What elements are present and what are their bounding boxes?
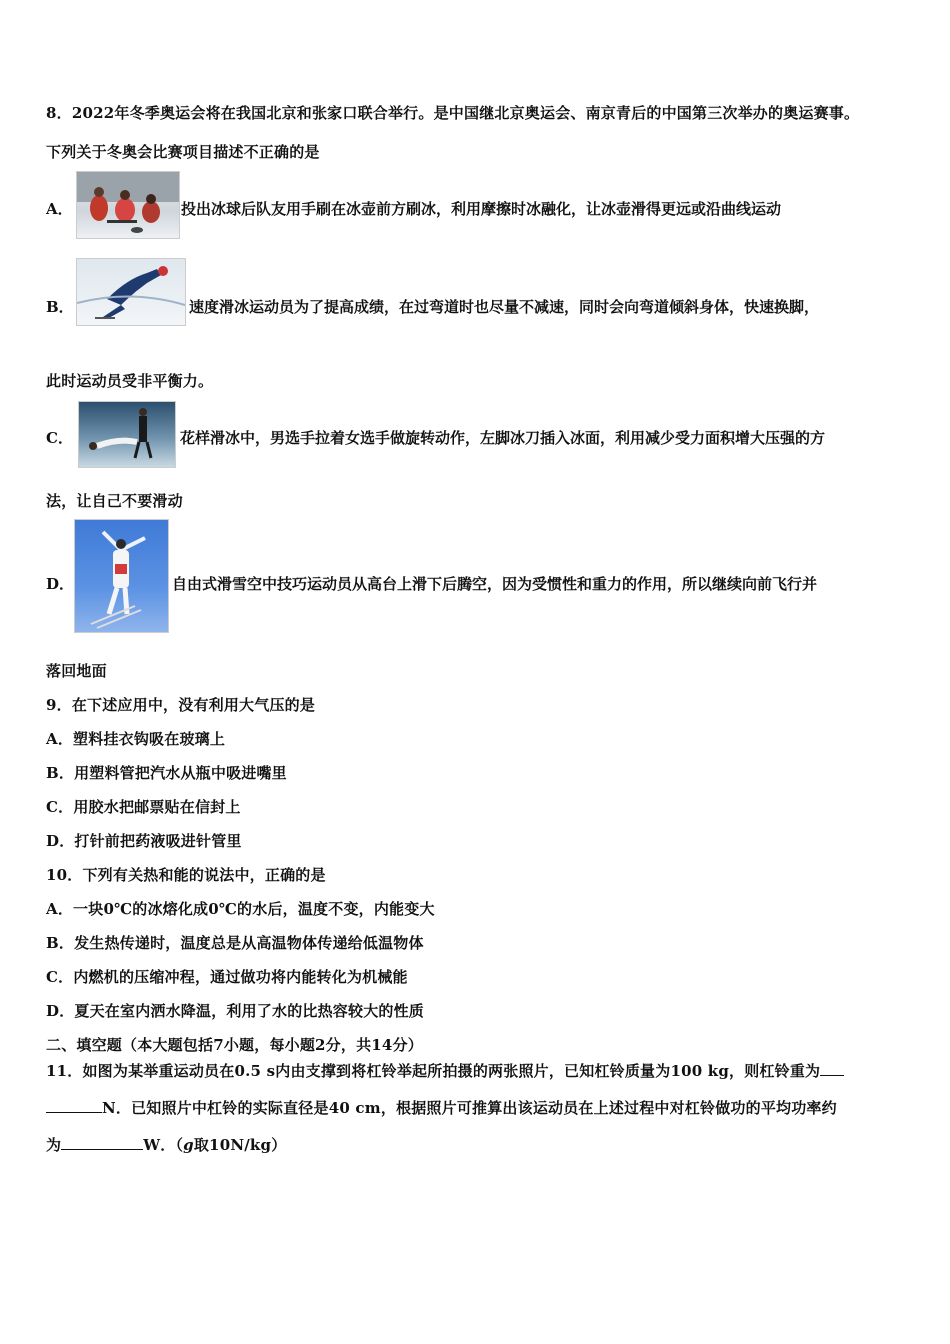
figure-skating-photo xyxy=(78,401,176,468)
q8-option-b-text: 速度滑冰运动员为了提高成绩，在过弯道时也尽量不减速，同时会向弯道倾斜身体，快速换脚， xyxy=(189,298,820,316)
q11-line2-text: N．已知照片中杠铃的实际直径是40 cm，根据照片可推算出该运动员在上述过程中对杠铃做功的平均功率约 xyxy=(102,1099,837,1117)
q10-option-d: D．夏天在室内洒水降温，利用了水的比热容较大的性质 xyxy=(46,1002,425,1020)
q9-option-c: C．用胶水把邮票贴在信封上 xyxy=(46,798,241,816)
speed-skating-photo xyxy=(76,258,186,326)
q11-blank-power[interactable] xyxy=(61,1135,143,1150)
q11-line2 xyxy=(46,1097,837,1118)
q8-option-c-label: C． xyxy=(46,429,73,447)
q8-option-b-label: B． xyxy=(46,298,74,316)
q8-option-a-text: 投出冰球后队友用手刷在冰壶前方刷冰，利用摩擦时冰融化，让冰壶滑得更远或沿曲线运动 xyxy=(181,200,782,218)
q9-option-b: B．用塑料管把汽水从瓶中吸进嘴里 xyxy=(46,764,287,782)
q9-option-a: A．塑料挂衣钩吸在玻璃上 xyxy=(46,730,226,748)
q11-blank-weight-part2[interactable] xyxy=(46,1098,102,1113)
q10-option-b: B．发生热传递时，温度总是从高温物体传递给低温物体 xyxy=(46,934,424,952)
q11-line1 xyxy=(46,1060,844,1081)
q8-option-d-text: 自由式滑雪空中技巧运动员从高台上滑下后腾空，因为受惯性和重力的作用，所以继续向前飞行并 xyxy=(172,575,818,593)
q8-stem-line1: 8．2022年冬季奥运会将在我国北京和张家口联合举行。是中国继北京奥运会、南京青后的中国第三次举办的奥运赛事。 xyxy=(46,104,860,122)
q11-line3-pre: 为 xyxy=(46,1136,62,1154)
aerial-skiing-photo xyxy=(74,519,169,633)
q9-option-d: D．打针前把药液吸进针管里 xyxy=(46,832,242,850)
q10-stem: 10．下列有关热和能的说法中，正确的是 xyxy=(46,866,326,884)
q11-blank-weight-part1[interactable] xyxy=(820,1061,844,1076)
q9-stem: 9．在下述应用中，没有利用大气压的是 xyxy=(46,696,316,714)
curling-photo xyxy=(76,171,180,239)
q8-option-c-text: 花样滑冰中，男选手拉着女选手做旋转动作，左脚冰刀插入冰面，利用减少受力面积增大压强的方 xyxy=(180,429,826,447)
q8-option-d-cont: 落回地面 xyxy=(46,662,107,680)
speed-skater-image xyxy=(77,259,185,325)
q11-line3-g: g xyxy=(183,1136,194,1154)
q8-option-d-label: D． xyxy=(46,575,75,593)
q8-stem-line2: 下列关于冬奥会比赛项目描述不正确的是 xyxy=(46,143,320,161)
q11-line3 xyxy=(46,1134,286,1155)
figure-skaters-image xyxy=(79,402,175,467)
q8-option-a-label: A． xyxy=(46,200,73,218)
q10-option-c: C．内燃机的压缩冲程，通过做功将内能转化为机械能 xyxy=(46,968,408,986)
section-2-heading: 二、填空题（本大题包括7小题，每小题2分，共14分） xyxy=(46,1036,423,1054)
aerial-skier-image xyxy=(75,520,168,632)
q8-option-b-cont: 此时运动员受非平衡力。 xyxy=(46,372,214,390)
q8-option-c-cont: 法，让自己不要滑动 xyxy=(46,492,183,510)
q11-line1-text: 11．如图为某举重运动员在0.5 s内由支撑到将杠铃举起所拍摄的两张照片，已知杠铃质量为100 kg，则杠铃重为 xyxy=(46,1062,821,1080)
q10-option-a: A．一块0℃的冰熔化成0℃的水后，温度不变，内能变大 xyxy=(46,900,435,918)
curling-athletes-image xyxy=(77,172,179,238)
q11-line3-unit: W．（ xyxy=(143,1136,184,1154)
q11-line3-post: 取10N/kg） xyxy=(193,1136,287,1154)
